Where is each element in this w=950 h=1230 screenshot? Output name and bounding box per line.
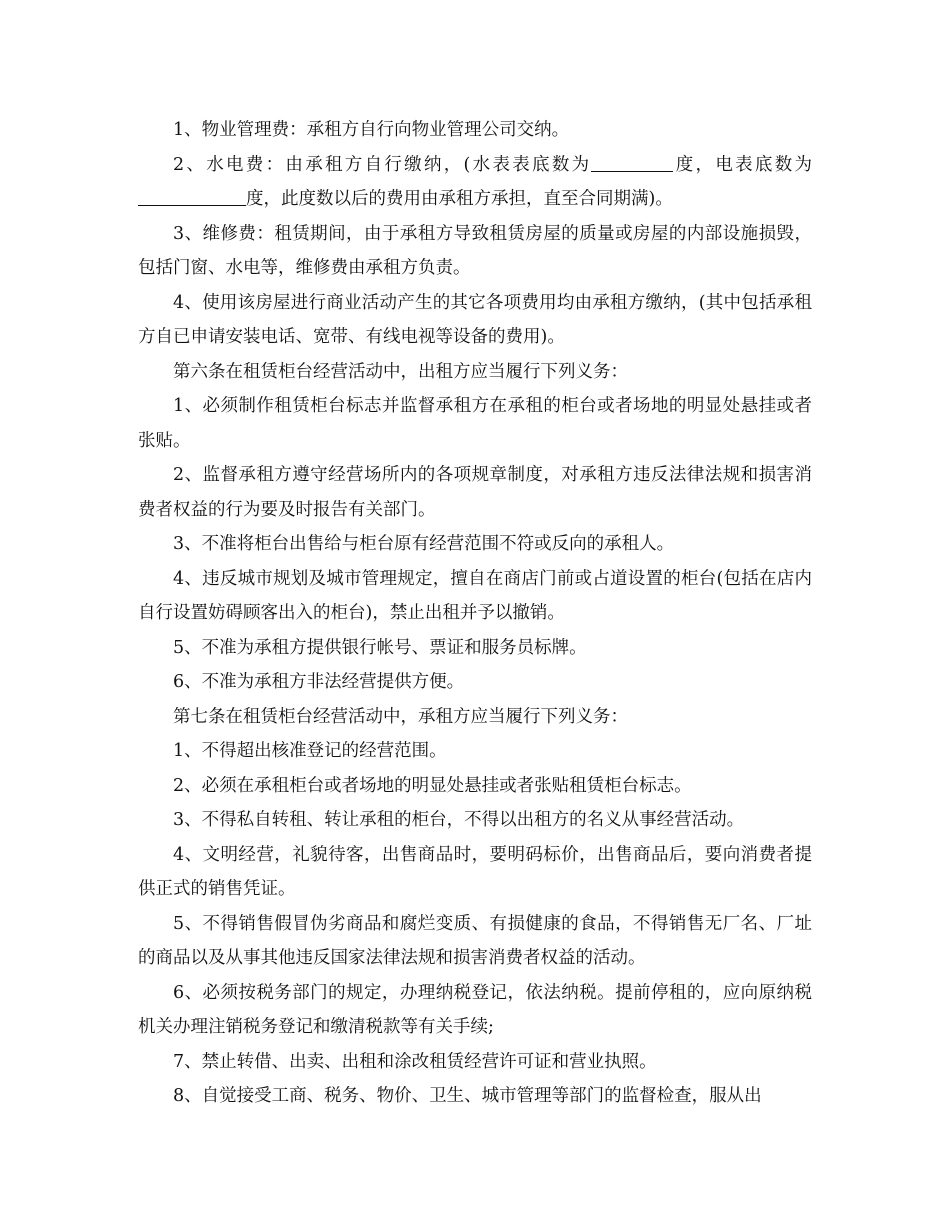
article-six-item-3: 3、不准将柜台出售给与柜台原有经营范围不符或反向的承租人。 <box>173 534 675 554</box>
article-six-item-2: 2、监督承租方遵守经营场所内的各项规章制度，对承租方违反法律法规和损害消费者权益的行为要及时报告有关部门。 <box>138 465 812 520</box>
article-seven-item-1: 1、不得超出核准登记的经营范围。 <box>173 741 447 761</box>
utility-fee-text-a: 2、水电费：由承租方自行缴纳，(水表表底数为 <box>173 154 592 175</box>
article-seven-item-4: 4、文明经营，礼貌待客，出售商品时，要明码标价，出售商品后，要向消费者提供正式的销售凭证。 <box>138 844 812 899</box>
paragraph-utility-fee <box>138 148 812 217</box>
article-six-item-6: 6、不准为承租方非法经营提供方便。 <box>173 672 465 692</box>
document-body <box>138 113 812 1114</box>
article-seven-item-2: 2、必须在承租柜台或者场地的明显处悬挂或者张贴租赁柜台标志。 <box>173 775 692 796</box>
article-seven-item-7: 7、禁止转借、出卖、出租和涂改租赁经营许可证和营业执照。 <box>173 1051 657 1072</box>
utility-fee-text-b: 度，电表底数为 <box>673 154 812 175</box>
article-seven-item-5: 5、不得销售假冒伪劣商品和腐烂变质、有损健康的食品，不得销售无厂名、厂址的商品以及从事其他违反国家法律法规和损害消费者权益的活动。 <box>138 913 812 968</box>
electric-meter-reading-blank[interactable] <box>138 187 246 206</box>
paragraph-property-fee: 1、物业管理费：承租方自行向物业管理公司交纳。 <box>173 120 570 140</box>
water-meter-reading-blank[interactable] <box>591 153 673 172</box>
utility-fee-text-c: 度，此度数以后的费用由承租方承担，直至合同期满)。 <box>246 189 673 209</box>
article-seven-item-8: 8、自觉接受工商、税务、物价、卫生、城市管理等部门的监督检查，服从出 <box>173 1086 762 1106</box>
article-six-item-4: 4、违反城市规划及城市管理规定，擅自在商店门前或占道设置的柜台(包括在店内自行设置妨碍顾客出入的柜台)，禁止出租并予以撤销。 <box>138 568 812 623</box>
article-seven-item-3: 3、不得私自转租、转让承租的柜台，不得以出租方的名义从事经营活动。 <box>173 810 745 830</box>
article-seven-heading: 第七条在租赁柜台经营活动中，承租方应当履行下列义务： <box>173 706 628 727</box>
article-seven-item-6: 6、必须按税务部门的规定，办理纳税登记，依法纳税。提前停租的，应向原纳税机关办理注销税务登记和缴清税款等有关手续; <box>138 982 812 1037</box>
article-six-item-1: 1、必须制作租赁柜台标志并监督承租方在承租的柜台或者场地的明显处悬挂或者张贴。 <box>138 396 812 451</box>
paragraph-other-fees: 4、使用该房屋进行商业活动产生的其它各项费用均由承租方缴纳，(其中包括承租方自已申请安装电话、宽带、有线电视等设备的费用)。 <box>138 292 812 347</box>
article-six-heading: 第六条在租赁柜台经营活动中，出租方应当履行下列义务： <box>173 361 628 382</box>
article-six-item-5: 5、不准为承租方提供银行帐号、票证和服务员标牌。 <box>173 637 587 658</box>
paragraph-maintenance-fee: 3、维修费：租赁期间，由于承租方导致租赁房屋的质量或房屋的内部设施损毁，包括门窗、水电等，维修费由承租方负责。 <box>138 223 812 278</box>
